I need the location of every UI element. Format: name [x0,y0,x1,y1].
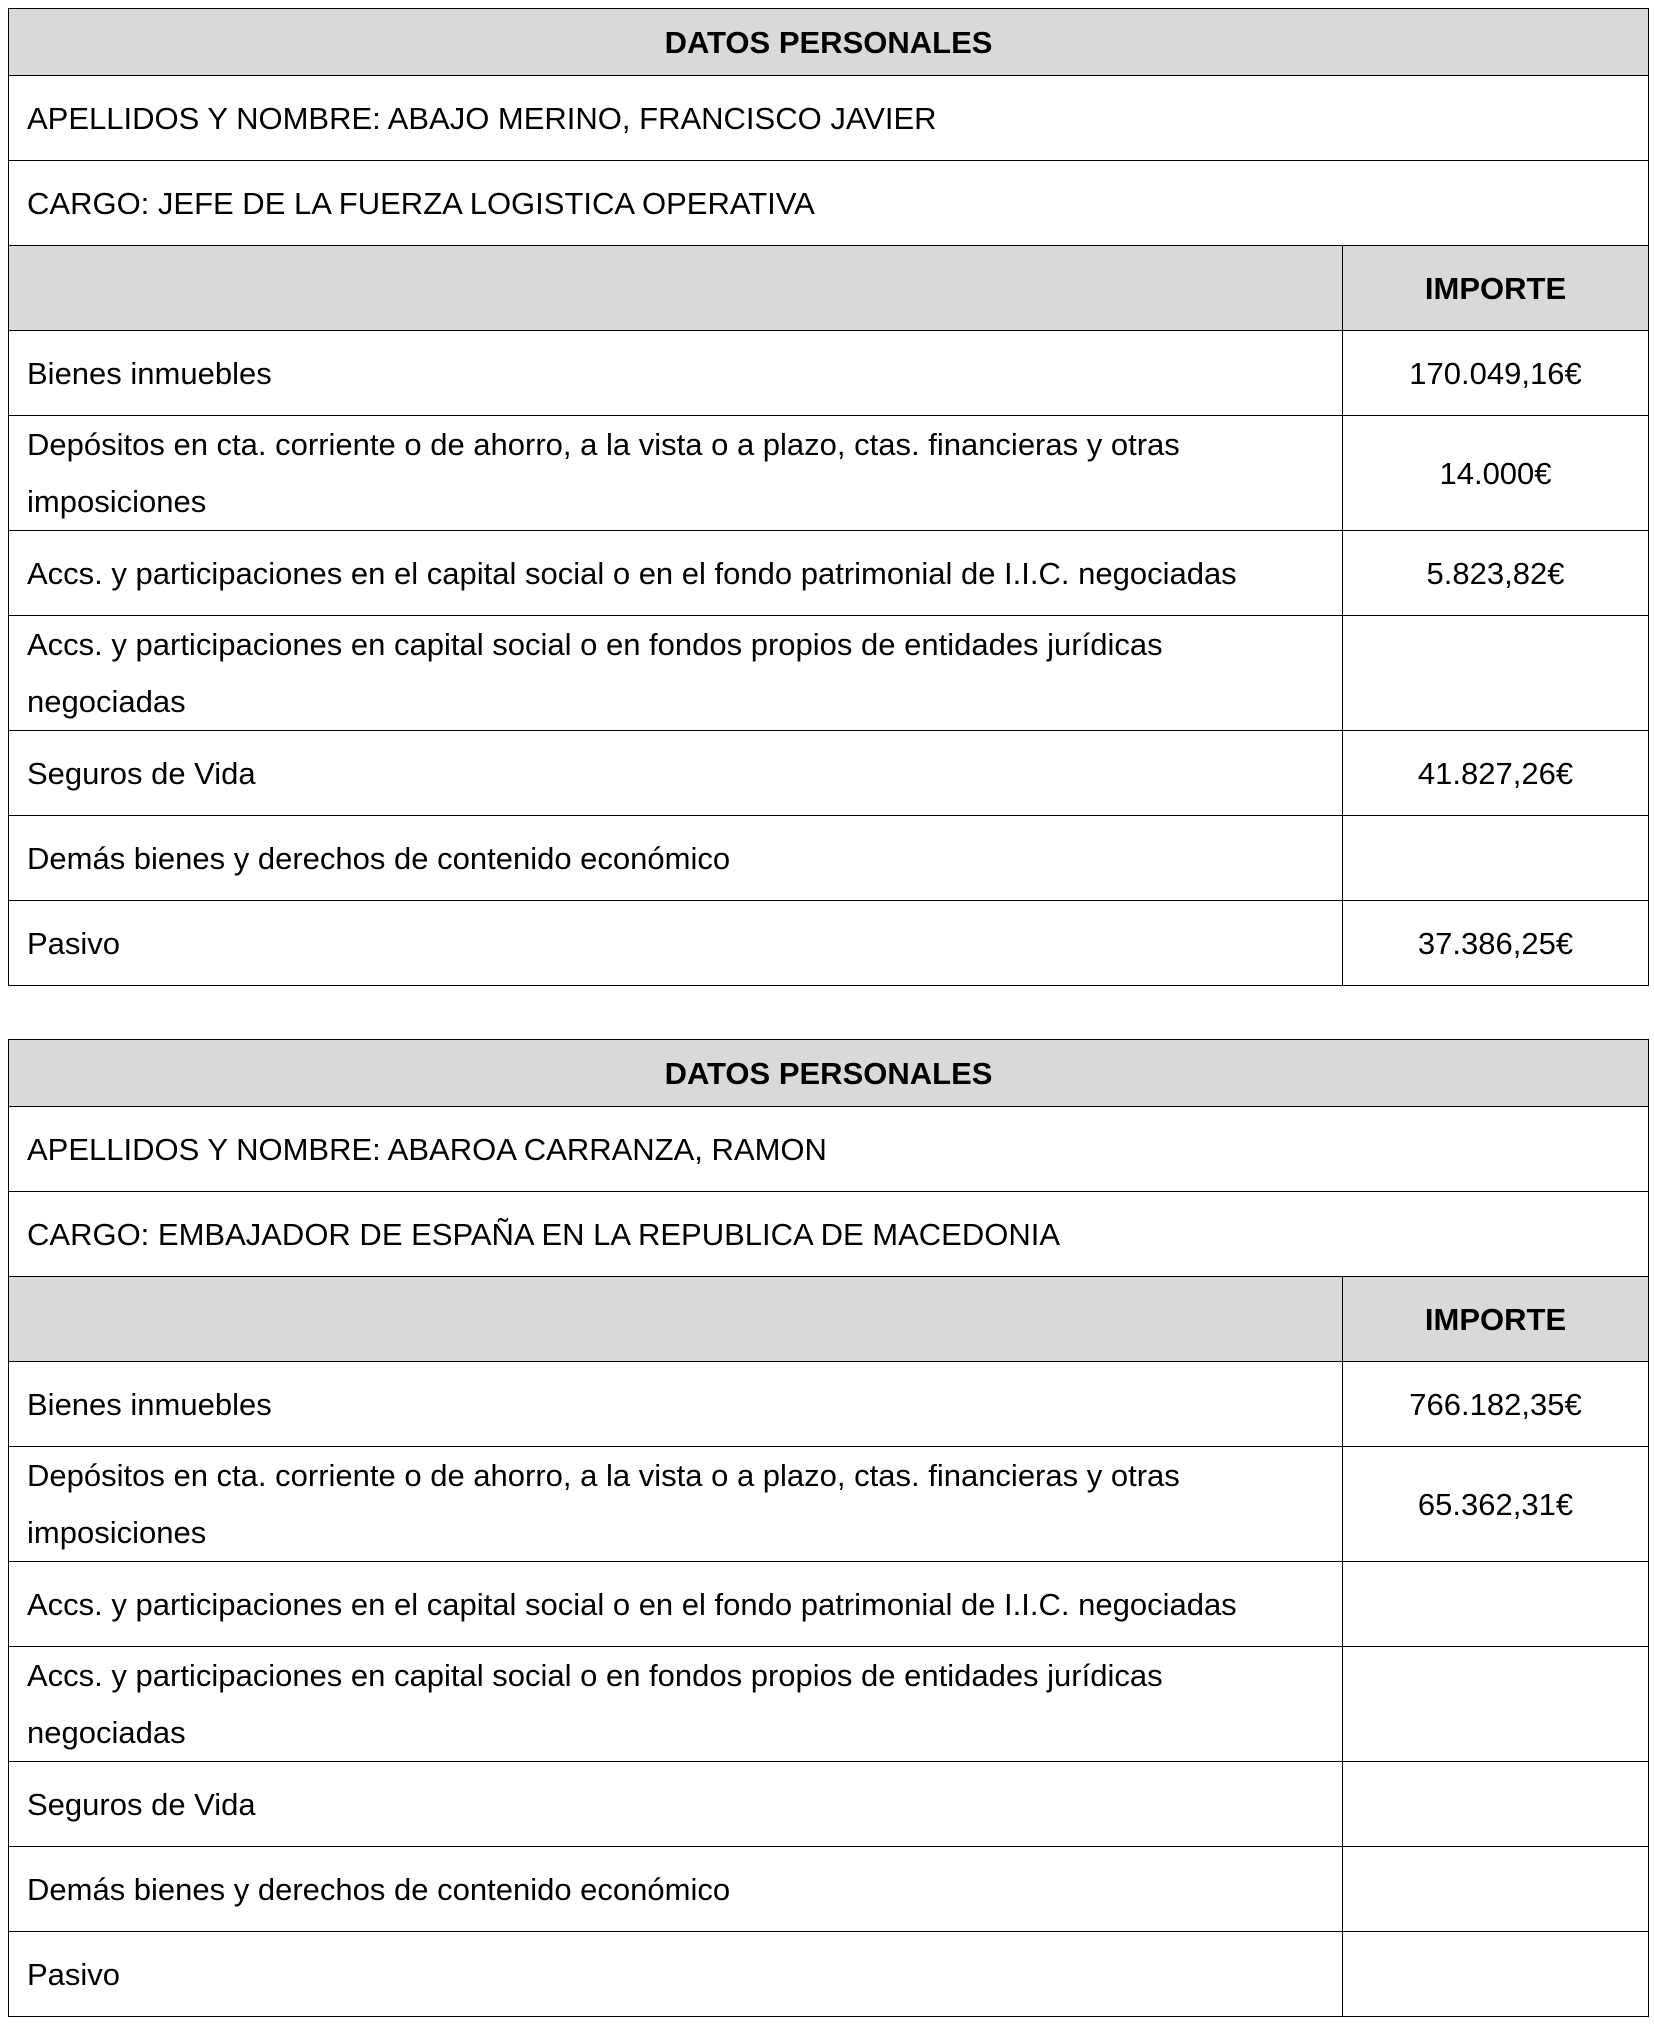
blank-header-cell [9,246,1343,331]
blank-header-cell [9,1277,1343,1362]
row-label: Accs. y participaciones en el capital social o en el fondo patrimonial de I.I.C. negociadas [9,1562,1343,1647]
name-line: APELLIDOS Y NOMBRE: ABAJO MERINO, FRANCISCO JAVIER [9,76,1649,161]
amount-column-header: IMPORTE [1343,1277,1649,1362]
table-row [9,1562,1649,1647]
table-row [9,1362,1649,1447]
table-row [9,1847,1649,1932]
row-label: Bienes inmuebles [9,1362,1343,1447]
name-line: APELLIDOS Y NOMBRE: ABAROA CARRANZA, RAMON [9,1107,1649,1192]
table-row [9,531,1649,616]
row-label: Pasivo [9,1932,1343,2017]
table-row [9,416,1649,531]
table-row [9,1762,1649,1847]
row-amount: 65.362,31€ [1343,1447,1649,1562]
table-row [9,1932,1649,2017]
row-label: Demás bienes y derechos de contenido económico [9,1847,1343,1932]
amount-column-header: IMPORTE [1343,246,1649,331]
row-amount [1343,1647,1649,1762]
row-amount [1343,1847,1649,1932]
row-amount: 37.386,25€ [1343,901,1649,986]
table-row [9,731,1649,816]
table-row [9,901,1649,986]
row-label: Accs. y participaciones en el capital social o en el fondo patrimonial de I.I.C. negociadas [9,531,1343,616]
row-amount [1343,816,1649,901]
row-label: Accs. y participaciones en capital social o en fondos propios de entidades jurídicas negociadas [9,616,1343,731]
row-label: Depósitos en cta. corriente o de ahorro, a la vista o a plazo, ctas. financieras y otras imposiciones [9,416,1343,531]
table-row [9,1447,1649,1562]
table-row [9,816,1649,901]
row-label: Seguros de Vida [9,1762,1343,1847]
row-amount [1343,1932,1649,2017]
row-label: Depósitos en cta. corriente o de ahorro, a la vista o a plazo, ctas. financieras y otras imposiciones [9,1447,1343,1562]
row-amount: 5.823,82€ [1343,531,1649,616]
asset-declaration-table-1 [8,8,1649,986]
row-amount: 41.827,26€ [1343,731,1649,816]
cargo-line: CARGO: EMBAJADOR DE ESPAÑA EN LA REPUBLICA DE MACEDONIA [9,1192,1649,1277]
row-amount [1343,1762,1649,1847]
row-label: Demás bienes y derechos de contenido económico [9,816,1343,901]
section-header: DATOS PERSONALES [9,9,1649,76]
row-label: Pasivo [9,901,1343,986]
table-row [9,331,1649,416]
section-header: DATOS PERSONALES [9,1040,1649,1107]
table-row [9,1647,1649,1762]
row-amount: 766.182,35€ [1343,1362,1649,1447]
table-row [9,616,1649,731]
row-label: Bienes inmuebles [9,331,1343,416]
cargo-line: CARGO: JEFE DE LA FUERZA LOGISTICA OPERATIVA [9,161,1649,246]
row-amount: 170.049,16€ [1343,331,1649,416]
row-amount [1343,1562,1649,1647]
asset-declaration-table-2 [8,1039,1649,2017]
row-label: Accs. y participaciones en capital social o en fondos propios de entidades jurídicas negociadas [9,1647,1343,1762]
row-amount [1343,616,1649,731]
row-label: Seguros de Vida [9,731,1343,816]
row-amount: 14.000€ [1343,416,1649,531]
